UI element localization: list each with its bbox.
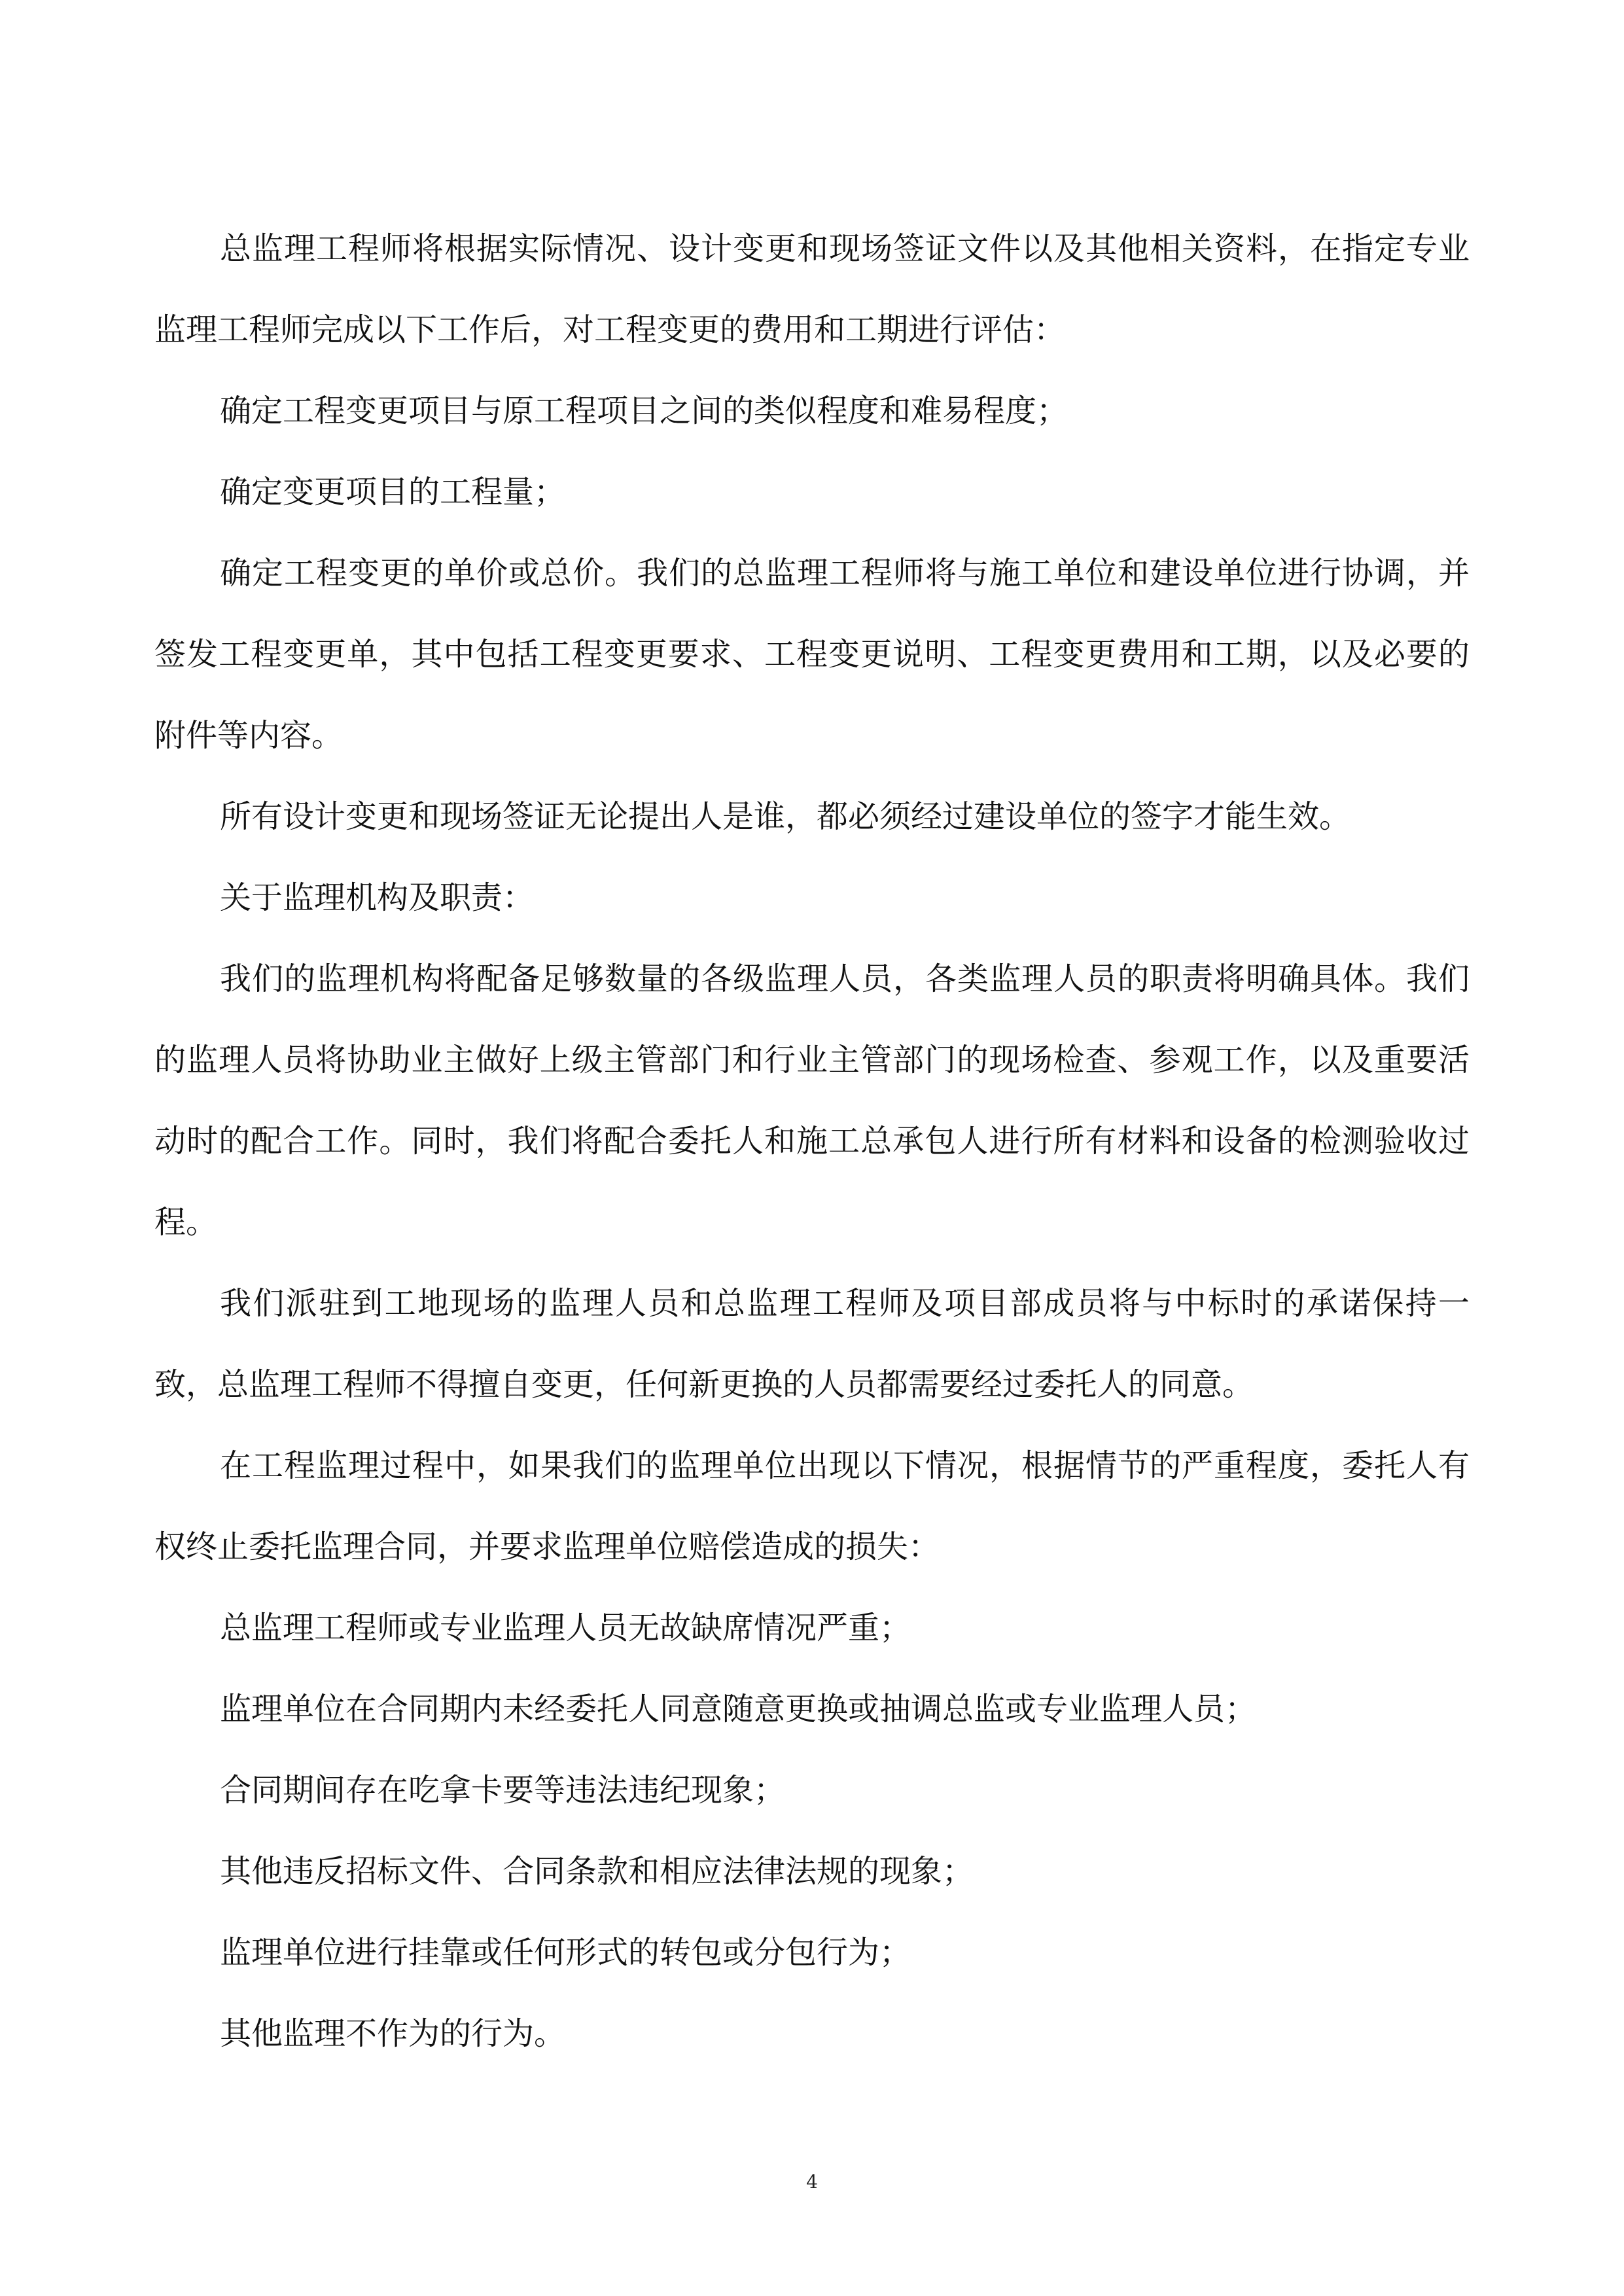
paragraph-replacement: 监理单位在合同期内未经委托人同意随意更换或抽调总监或专业监理人员； [220,1691,1257,1727]
paragraph-subcontracting: 监理单位进行挂靠或任何形式的转包或分包行为； [220,1934,911,1971]
paragraph-similarity: 确定工程变更项目与原工程项目之间的类似程度和难易程度； [220,393,1068,429]
paragraph-absence: 总监理工程师或专业监理人员无故缺席情况严重； [220,1610,911,1646]
paragraph-staff-consistency: 我们派驻到工地现场的监理人员和总监理工程师及项目部成员将与中标时的承诺保持一致，总监理工程师不得擅自变更，任何新更换的人员都需要经过委托人的同意。 [154,1285,1470,1403]
body-text [154,208,1470,2074]
paragraph-other-violations: 其他违反招标文件、合同条款和相应法律法规的现象； [220,1853,974,1890]
page-number: 4 [806,2171,818,2193]
paragraph-unit-price: 确定工程变更的单价或总价。我们的总监理工程师将与施工单位和建设单位进行协调，并签发工程变更单，其中包括工程变更要求、工程变更说明、工程变更费用和工期，以及必要的附件等内容。 [154,555,1470,754]
paragraph-violations: 合同期间存在吃拿卡要等违法违纪现象； [220,1772,786,1809]
paragraph-evaluation-intro: 总监理工程师将根据实际情况、设计变更和现场签证文件以及其他相关资料，在指定专业监理工程师完成以下工作后，对工程变更的费用和工期进行评估： [154,230,1470,348]
paragraph-organization-duties: 我们的监理机构将配备足够数量的各级监理人员，各类监理人员的职责将明确具体。我们的监理人员将协助业主做好上级主管部门和行业主管部门的现场检查、参观工作，以及重要活动时的配合工作。同时，我们将配合委托人和施工总承包人进行所有材料和设备的检测验收过程。 [154,961,1470,1241]
paragraph-signature-required: 所有设计变更和现场签证无论提出人是谁，都必须经过建设单位的签字才能生效。 [220,798,1351,835]
paragraph-termination-conditions: 在工程监理过程中，如果我们的监理单位出现以下情况，根据情节的严重程度，委托人有权终止委托监理合同，并要求监理单位赔偿造成的损失： [154,1447,1470,1565]
paragraph-quantity: 确定变更项目的工程量； [220,474,566,510]
paragraph-organization-heading: 关于监理机构及职责： [220,879,535,916]
paragraph-inaction: 其他监理不作为的行为。 [220,2015,566,2052]
